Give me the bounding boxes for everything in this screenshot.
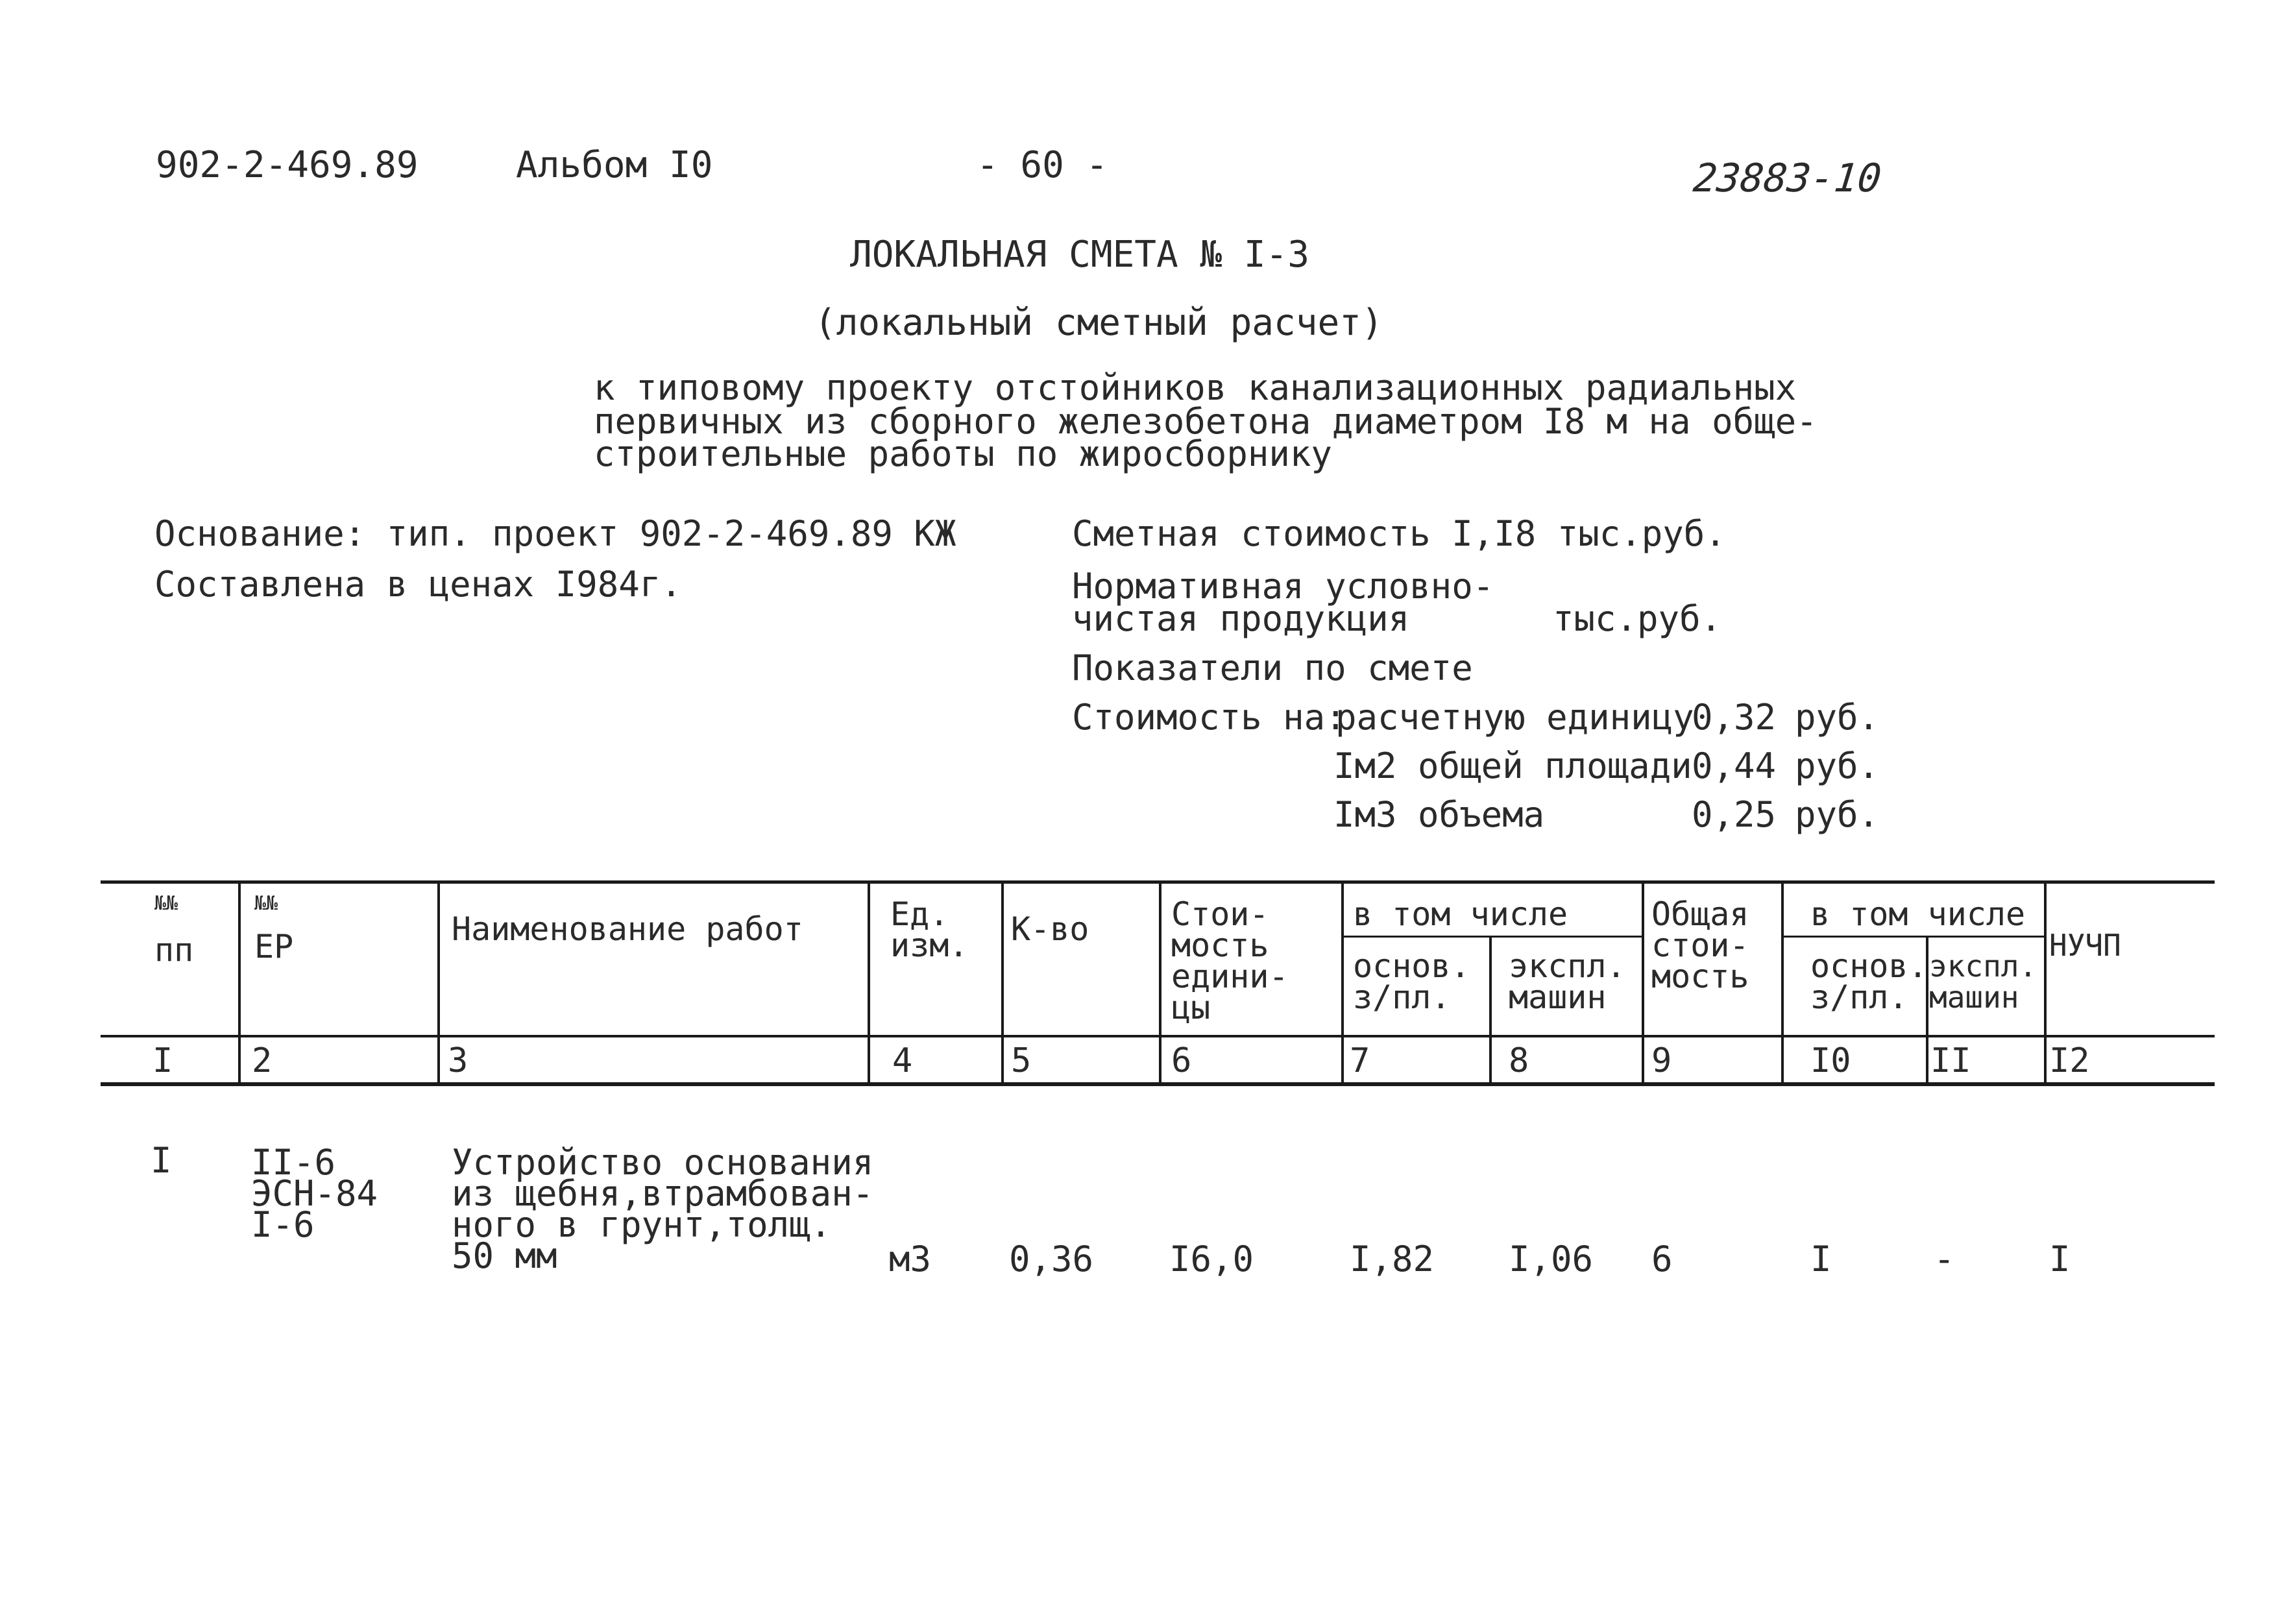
column-number-12: I2 xyxy=(2049,1041,2090,1080)
column-number-4: 4 xyxy=(892,1041,913,1080)
per-unit-label: расчетную единицу xyxy=(1335,697,1694,738)
header-c2-b: ЕР xyxy=(254,928,294,965)
row-quantity: 0,36 xyxy=(1009,1239,1094,1279)
column-number-2: 2 xyxy=(252,1041,273,1080)
header-c11-a: экспл. xyxy=(1929,949,2037,984)
header-c2-a: №№ xyxy=(254,892,278,915)
col-divider-6 xyxy=(1341,882,1344,1085)
column-number-5: 5 xyxy=(1011,1041,1032,1080)
description-line-3: строительные работы по жиросборнику xyxy=(594,433,1332,474)
row-unit-cost: I6,0 xyxy=(1169,1239,1254,1279)
header-c4-a: Ед. xyxy=(890,895,949,933)
header-c10-a: основ. xyxy=(1810,947,1928,985)
header-c10-b: з/пл. xyxy=(1810,978,1908,1016)
col-divider-3 xyxy=(868,882,870,1085)
row-name-line-3: ного в грунт,толщ. xyxy=(452,1204,832,1245)
header-c8-b: машин xyxy=(1509,978,1607,1016)
estimate-title: ЛОКАЛЬНАЯ СМЕТА № I-3 xyxy=(850,234,1310,276)
per-m2-label: Iм2 общей площади xyxy=(1333,745,1692,786)
table-top-border xyxy=(101,880,2215,884)
header-c3: Наименование работ xyxy=(452,910,803,948)
col-divider-2 xyxy=(437,882,440,1085)
table-numbers-divider xyxy=(101,1082,2215,1086)
page-number: - 60 - xyxy=(977,144,1108,186)
header-c9-a: Общая xyxy=(1651,895,1749,933)
column-number-3: 3 xyxy=(448,1041,468,1080)
per-m3-value: 0,25 xyxy=(1692,794,1777,835)
row-name-line-2: из щебня,втрамбован- xyxy=(452,1173,874,1214)
prices-text: Составлена в ценах I984г. xyxy=(154,564,682,605)
description-line-1: к типовому проекту отстойников канализационных радиальных xyxy=(594,367,1797,408)
normative-line-1: Нормативная условно- xyxy=(1072,566,1494,607)
column-number-1: I xyxy=(152,1041,173,1080)
col-divider-1 xyxy=(238,882,241,1085)
column-number-6: 6 xyxy=(1171,1041,1192,1080)
col-divider-5 xyxy=(1159,882,1161,1085)
header-c11-b: машин xyxy=(1929,980,2019,1015)
per-m2-value: 0,44 xyxy=(1692,745,1777,786)
row-total-wage: I xyxy=(1810,1239,1832,1279)
col-divider-4 xyxy=(1001,882,1004,1085)
description-line-2: первичных из сборного железобетона диаметром I8 м на обще- xyxy=(594,401,1818,442)
header-c6-c: едини- xyxy=(1171,958,1289,995)
column-number-11: II xyxy=(1930,1041,1971,1080)
group1-divider xyxy=(1342,936,1642,938)
per-unit-rub: руб. xyxy=(1795,697,1880,738)
document-number: 23883-10 xyxy=(1691,156,1884,201)
row-er-line-1: II-6 xyxy=(251,1142,336,1183)
row-er-line-3: I-6 xyxy=(251,1204,315,1245)
estimate-subtitle: (локальный сметный расчет) xyxy=(814,302,1383,344)
row-nuchp: I xyxy=(2049,1239,2071,1279)
header-c7-b: з/пл. xyxy=(1353,978,1451,1016)
header-c1-a: №№ xyxy=(154,892,178,915)
header-c9-c: мость xyxy=(1651,958,1749,995)
row-total: 6 xyxy=(1651,1239,1673,1279)
header-c6-d: цы xyxy=(1171,989,1211,1026)
header-c5: К-во xyxy=(1011,910,1089,948)
row-total-machines: - xyxy=(1934,1239,1955,1279)
per-unit-value: 0,32 xyxy=(1692,697,1777,738)
col-divider-8 xyxy=(1642,882,1644,1085)
header-c8-a: экспл. xyxy=(1509,947,1626,985)
header-c1-b: пп xyxy=(154,931,194,969)
basis-text: Основание: тип. проект 902-2-469.89 КЖ xyxy=(154,513,956,554)
header-c12: НУЧП xyxy=(2049,928,2121,963)
album-label: Альбом I0 xyxy=(516,144,713,186)
table-header-divider xyxy=(101,1035,2215,1037)
cost-per-label: Стоимость на: xyxy=(1072,697,1346,738)
project-code: 902-2-469.89 xyxy=(156,144,419,186)
estimated-cost: Сметная стоимость I,I8 тыс.руб. xyxy=(1072,513,1726,554)
row-unit: м3 xyxy=(889,1239,932,1279)
row-er-line-2: ЭСН-84 xyxy=(251,1173,378,1214)
header-c4-b: изм. xyxy=(890,927,969,964)
col-divider-11 xyxy=(2044,882,2047,1085)
col-divider-9 xyxy=(1781,882,1784,1085)
group2-divider xyxy=(1782,936,2045,938)
column-number-9: 9 xyxy=(1651,1041,1672,1080)
header-c6-b: мость xyxy=(1171,927,1269,964)
row-number: I xyxy=(151,1140,172,1181)
row-name-line-1: Устройство основания xyxy=(452,1142,874,1183)
per-m2-rub: руб. xyxy=(1795,745,1880,786)
column-number-10: I0 xyxy=(1810,1041,1851,1080)
per-m3-label: Iм3 объема xyxy=(1333,794,1545,835)
column-number-8: 8 xyxy=(1509,1041,1529,1080)
header-group1: в том числе xyxy=(1353,895,1568,933)
row-machines: I,06 xyxy=(1509,1239,1594,1279)
row-wage: I,82 xyxy=(1350,1239,1435,1279)
column-number-7: 7 xyxy=(1350,1041,1370,1080)
col-divider-7 xyxy=(1489,936,1492,1085)
header-group2: в том числе xyxy=(1810,895,2026,933)
header-c6-a: Стои- xyxy=(1171,895,1269,933)
row-name-line-4: 50 мм xyxy=(452,1235,557,1276)
header-c7-a: основ. xyxy=(1353,947,1470,985)
normative-line-2: чистая продукция xyxy=(1072,598,1410,639)
per-m3-rub: руб. xyxy=(1795,794,1880,835)
header-c9-b: стои- xyxy=(1651,927,1749,964)
indicators-label: Показатели по смете xyxy=(1072,648,1473,688)
normative-unit: тыс.руб. xyxy=(1553,598,1722,639)
